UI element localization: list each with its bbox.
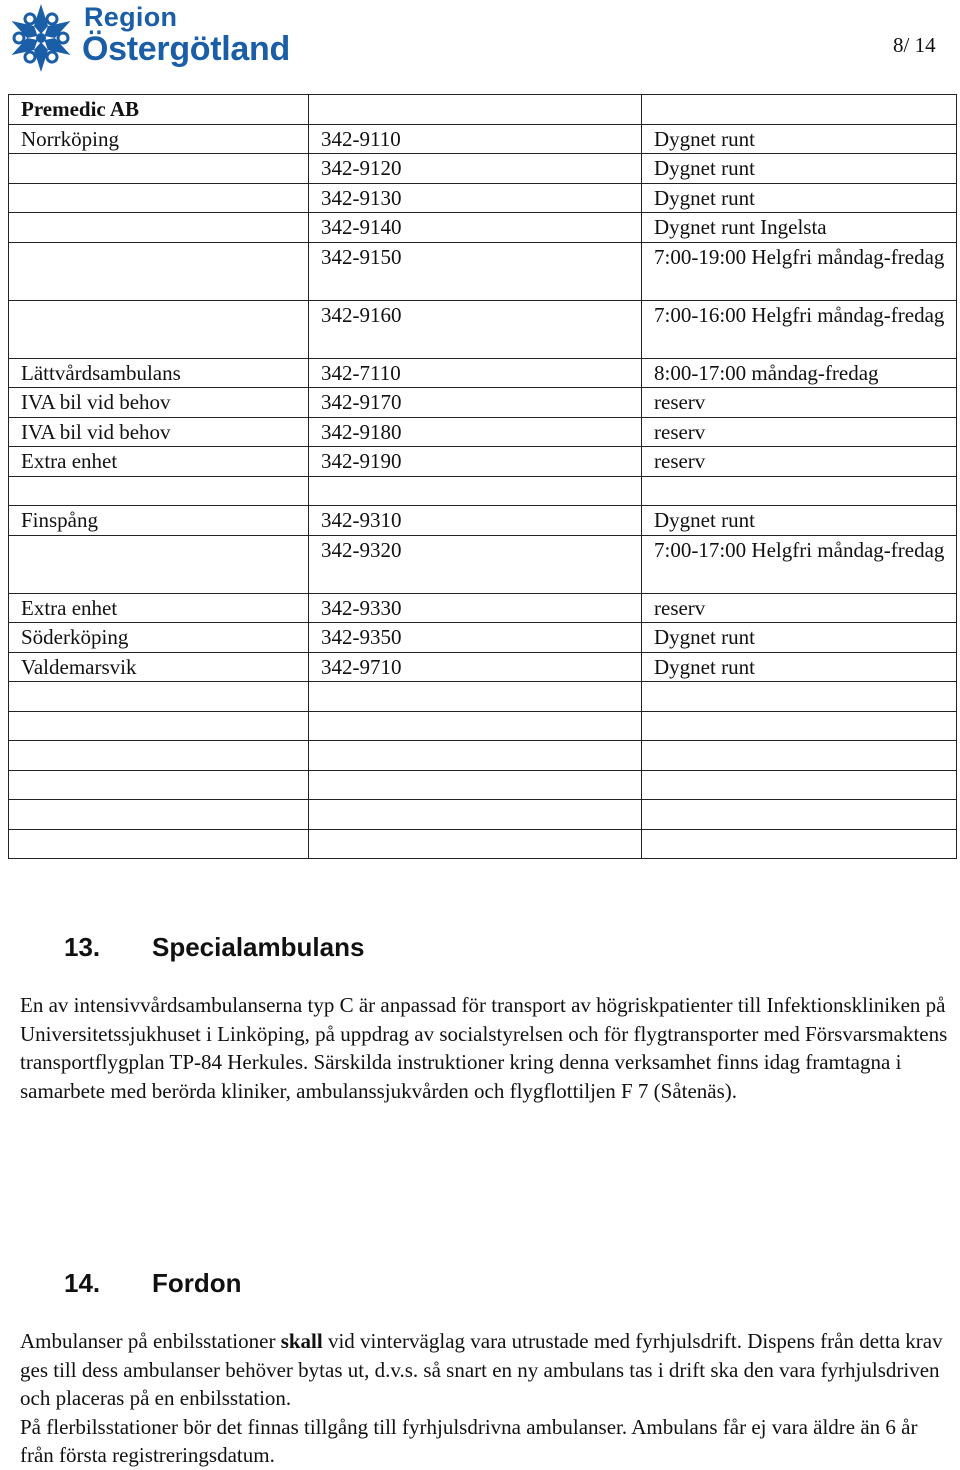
table-row	[9, 535, 957, 593]
row-phone: 342-9310	[309, 506, 642, 536]
row-hours: Dygnet runt	[642, 506, 957, 536]
section-13-number: 13.	[64, 932, 101, 962]
table-row	[9, 242, 957, 300]
row-hours: 7:00-16:00 Helgfri måndag-fredag	[642, 300, 957, 358]
row-location: Finspång	[9, 506, 309, 536]
logo-name-text: Östergötland	[82, 30, 290, 68]
table-row	[9, 593, 957, 623]
row-phone	[309, 476, 642, 506]
row-phone: 342-9180	[309, 417, 642, 447]
table-cell	[309, 95, 642, 125]
row-phone: 342-9140	[309, 213, 642, 243]
row-phone: 342-9110	[309, 124, 642, 154]
snowflake-logo-icon	[2, 2, 80, 74]
page-number: 8/ 14	[893, 33, 936, 57]
empty-cell	[642, 682, 957, 712]
row-location: Extra enhet	[9, 447, 309, 477]
table-row	[9, 388, 957, 418]
row-location	[9, 300, 309, 358]
empty-table-row	[9, 770, 957, 800]
table-row	[9, 652, 957, 682]
table-row	[9, 300, 957, 358]
row-hours: Dygnet runt	[642, 154, 957, 184]
row-phone: 342-9710	[309, 652, 642, 682]
empty-cell	[642, 829, 957, 859]
empty-cell	[9, 682, 309, 712]
table-row	[9, 124, 957, 154]
empty-cell	[309, 741, 642, 771]
row-hours: Dygnet runt	[642, 652, 957, 682]
empty-table-row	[9, 800, 957, 830]
row-location	[9, 154, 309, 184]
row-phone: 342-9330	[309, 593, 642, 623]
row-location	[9, 213, 309, 243]
empty-cell	[642, 711, 957, 741]
table-row	[9, 358, 957, 388]
row-phone: 342-9320	[309, 535, 642, 593]
row-location: IVA bil vid behov	[9, 417, 309, 447]
row-hours: Dygnet runt	[642, 124, 957, 154]
row-location: Norrköping	[9, 124, 309, 154]
row-hours: 7:00-19:00 Helgfri måndag-fredag	[642, 242, 957, 300]
section-14-body	[20, 1327, 950, 1470]
row-phone: 342-9350	[309, 623, 642, 653]
empty-cell	[309, 682, 642, 712]
empty-cell	[642, 741, 957, 771]
row-hours: reserv	[642, 388, 957, 418]
empty-cell	[9, 770, 309, 800]
row-phone: 342-9190	[309, 447, 642, 477]
ambulance-schedule-table	[8, 94, 957, 859]
row-hours: Dygnet runt	[642, 623, 957, 653]
row-phone: 342-9160	[309, 300, 642, 358]
empty-cell	[9, 741, 309, 771]
row-hours: 7:00-17:00 Helgfri måndag-fredag	[642, 535, 957, 593]
table-title-row	[9, 95, 957, 125]
table-row	[9, 506, 957, 536]
section-14-number: 14.	[64, 1268, 101, 1298]
row-hours: Dygnet runt Ingelsta	[642, 213, 957, 243]
section-14-body-2: På flerbilsstationer bör det finnas tillgång till fyrhjulsdrivna ambulanser. Ambulans får ej vara äldre än 6 år från första registreringsdatum.	[20, 1414, 918, 1467]
table-row	[9, 476, 957, 506]
row-location	[9, 535, 309, 593]
row-location	[9, 242, 309, 300]
row-hours: reserv	[642, 447, 957, 477]
empty-table-row	[9, 682, 957, 712]
row-hours: Dygnet runt	[642, 183, 957, 213]
table-row	[9, 447, 957, 477]
row-phone: 342-7110	[309, 358, 642, 388]
row-location: Valdemarsvik	[9, 652, 309, 682]
section-13-body: En av intensivvårdsambulanserna typ C är anpassad för transport av högriskpatienter till Infektionskliniken på Universitetssjukhuset i Linköping, på uppdrag av socialstyrelsen och för flygtransporter med Försvarsmaktens transportflygplan TP-84 Herkules. Särskilda instruktioner kring denna verksamhet finns idag framtagna i samarbete med berörda kliniker, ambulanssjukvården och flygflottiljen F 7 (Såtenäs).	[20, 993, 948, 1103]
table-title: Premedic AB	[9, 95, 309, 125]
section-14-title: Fordon	[152, 1268, 242, 1298]
section-14-body-bold: skall	[280, 1329, 323, 1353]
row-hours: 8:00-17:00 måndag-fredag	[642, 358, 957, 388]
region-logo	[0, 0, 300, 80]
table-cell	[642, 95, 957, 125]
row-location: Extra enhet	[9, 593, 309, 623]
section-14-heading	[64, 1268, 242, 1299]
row-hours: reserv	[642, 593, 957, 623]
section-13-heading	[64, 932, 364, 963]
row-location	[9, 476, 309, 506]
empty-cell	[309, 711, 642, 741]
empty-cell	[309, 770, 642, 800]
row-hours	[642, 476, 957, 506]
table-row	[9, 417, 957, 447]
section-14-body-pre: Ambulanser på enbilsstationer	[20, 1329, 281, 1353]
row-location	[9, 183, 309, 213]
row-phone: 342-9150	[309, 242, 642, 300]
row-phone: 342-9120	[309, 154, 642, 184]
table-row	[9, 213, 957, 243]
empty-cell	[642, 770, 957, 800]
section-14-body-post: vid vinterväglag vara utrustade med fyrhjulsdrift. Dispens från detta krav ges till dess ambulanser behöver bytas ut, d.v.s. så snart en ny ambulans tas i drift ska den vara fyrhjulsdriven och placeras på en enbilsstation.	[20, 1329, 943, 1410]
row-hours: reserv	[642, 417, 957, 447]
empty-cell	[642, 800, 957, 830]
empty-table-row	[9, 829, 957, 859]
empty-cell	[309, 829, 642, 859]
table-row	[9, 154, 957, 184]
logo-region-text: Region	[84, 2, 178, 32]
row-phone: 342-9130	[309, 183, 642, 213]
table-row	[9, 623, 957, 653]
empty-table-row	[9, 741, 957, 771]
empty-cell	[9, 711, 309, 741]
empty-cell	[9, 800, 309, 830]
row-location: IVA bil vid behov	[9, 388, 309, 418]
empty-cell	[9, 829, 309, 859]
empty-cell	[309, 800, 642, 830]
row-phone: 342-9170	[309, 388, 642, 418]
row-location: Söderköping	[9, 623, 309, 653]
empty-table-row	[9, 711, 957, 741]
row-location: Lättvårdsambulans	[9, 358, 309, 388]
table-row	[9, 183, 957, 213]
section-13-title: Specialambulans	[152, 932, 365, 962]
